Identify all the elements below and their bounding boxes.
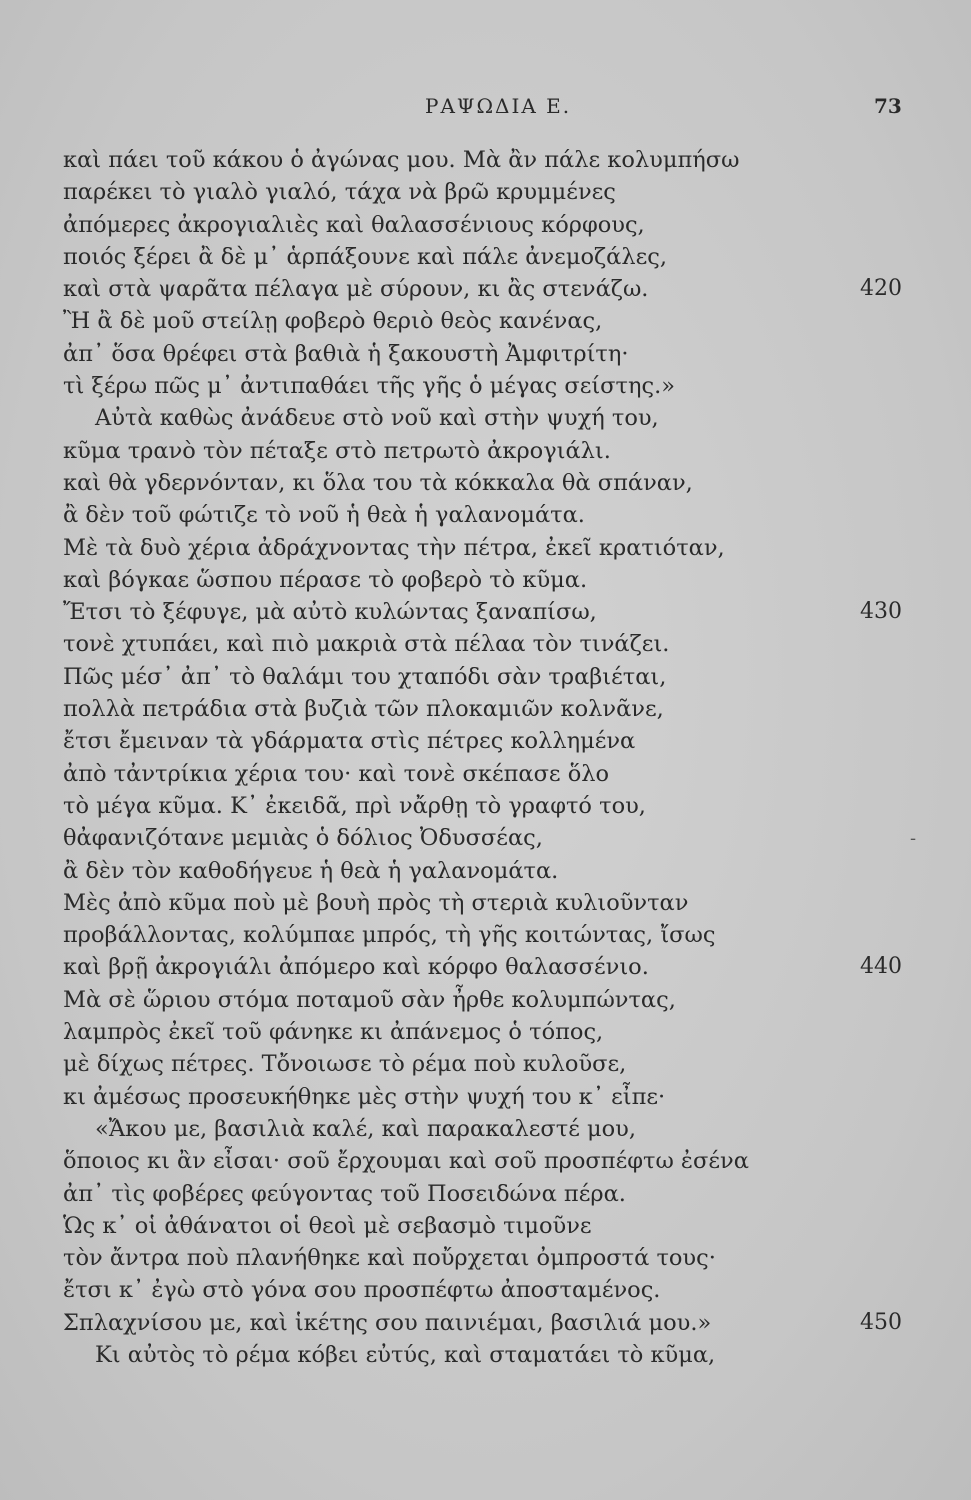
verse-line [63,1210,843,1242]
verse-text: Σπλαχνίσου με, καὶ ἱκέτης σου παινιέμαι, βασιλιά μου.» [63,1309,712,1336]
verse-text: πολλὰ πετράδια στὰ βυζιὰ τῶν πλοκαμιῶν κολνᾶνε, [63,696,664,723]
margin-mark: - [910,828,917,849]
verse-line [63,693,843,725]
verse-text: καὶ βρῇ ἀκρογιάλι ἀπόμερο καὶ κόρφο θαλασσένιο. [63,954,649,981]
verse-line [63,1307,902,1339]
verse-line [63,596,902,628]
verse-line [63,758,843,790]
line-number: 420 [860,276,902,302]
verse-text: Πῶς μέσ᾽ ἀπ᾽ τὸ θαλάμι του χταπόδι σὰν τραβιέται, [63,663,667,690]
verse-line [63,1113,843,1145]
verse-line [63,1339,843,1371]
verse-line [63,1274,843,1306]
page-number: 73 [874,94,902,118]
verse-text: Ἔτσι τὸ ξέφυγε, μὰ αὐτὸ κυλώντας ξαναπίσω, [63,599,597,626]
verse-text: Κι αὐτὸς τὸ ρέμα κόβει εὐτύς, καὶ σταματάει τὸ κῦμα, [95,1341,716,1368]
verse-text: τὸν ἄντρα ποὺ πλανήθηκε καὶ ποὔρχεται ὀμπροστά τους· [63,1245,716,1272]
verse-line [63,855,843,887]
verse-line [63,1178,843,1210]
verse-text: Μὲς ἀπὸ κῦμα ποὺ μὲ βουὴ πρὸς τὴ στεριὰ κυλιοῦνταν [63,889,689,916]
verse-line [63,1048,843,1080]
line-number: 450 [860,1309,902,1335]
verse-line [63,887,843,919]
verse-line [63,435,843,467]
verse-line [63,370,843,402]
running-header [0,94,971,130]
verse-text: μὲ δίχως πέτρες. Τὄνοιωσε τὸ ρέμα ποὺ κυλοῦσε, [63,1051,627,1078]
verse-text: τονὲ χτυπάει, καὶ πιὸ μακριὰ στὰ πέλαα τὸν τινάζει. [63,631,670,658]
verse-text: ἀπ᾽ τὶς φοβέρες φεύγοντας τοῦ Ποσειδώνα πέρα. [63,1180,626,1207]
verse-text: τὶ ξέρω πῶς μ᾽ ἀντιπαθάει τῆς γῆς ὁ μέγας σείστης.» [63,373,675,400]
verse-text: ποιός ξέρει ἂ δὲ μ᾽ ἁρπάξουνε καὶ πάλε ἀνεμοζάλες, [63,243,668,270]
verse-text: ὅποιος κι ἂν εἶσαι· σοῦ ἔρχουμαι καὶ σοῦ προσπέφτω ἐσένα [63,1148,749,1175]
verse-text: καὶ θὰ γδερνόνταν, κι ὅλα του τὰ κόκκαλα θὰ σπάναν, [63,469,693,496]
book-title: ΡΑΨΩΔΙΑ Ε. [425,94,572,118]
verse-line [63,822,843,854]
verse-text: θἀφανιζότανε μεμιὰς ὁ δόλιος Ὀδυσσέας, [63,825,543,852]
verse-line [63,1016,843,1048]
verse-line [63,1145,843,1177]
verse-text: ἂ δὲν τοῦ φώτιζε τὸ νοῦ ἡ θεὰ ἡ γαλανομάτα. [63,502,585,529]
verse-text: κι ἀμέσως προσευκήθηκε μὲς στὴν ψυχή του κ᾽ εἶπε· [63,1083,666,1110]
verse-text: Μὰ σὲ ὥριου στόμα ποταμοῦ σὰν ἦρθε κολυμπώντας, [63,986,676,1013]
verse-text: ἂ δὲν τὸν καθοδήγευε ἡ θεὰ ἡ γαλανομάτα. [63,857,559,884]
verse-text: Ἢ ἂ δὲ μοῦ στείλῃ φοβερὸ θεριὸ θεὸς κανένας, [63,308,603,335]
verse-line [63,1081,843,1113]
verse-text: λαμπρὸς ἐκεῖ τοῦ φάνηκε κι ἀπάνεμος ὁ τόπος, [63,1019,604,1046]
verse-text: ἀπὸ τἀντρίκια χέρια του· καὶ τονὲ σκέπασε ὅλο [63,760,610,787]
verse-line [63,499,843,531]
verse-line [63,273,902,305]
verse-text: προβάλλοντας, κολύμπαε μπρός, τὴ γῆς κοιτώντας, ἴσως [63,922,716,949]
verse-line [63,1242,843,1274]
verse-line [63,532,843,564]
verse-text: ἔτσι κ᾽ ἐγὼ στὸ γόνα σου προσπέφτω ἀποσταμένος. [63,1277,661,1304]
verse-text: ἀπ᾽ ὅσα θρέφει στὰ βαθιὰ ἡ ξακουστὴ Ἀμφιτρίτη· [63,340,629,367]
verse-line [63,725,843,757]
verse-line [63,564,843,596]
verse-text: τὸ μέγα κῦμα. Κ᾽ ἐκειδᾶ, πρὶ νἄρθῃ τὸ γραφτό του, [63,792,646,819]
verse-text: Ὡς κ᾽ οἱ ἀθάνατοι οἱ θεοὶ μὲ σεβασμὸ τιμοῦνε [63,1212,592,1239]
verse-line [63,176,843,208]
verse-line [63,305,843,337]
verse-line [63,402,843,434]
verse-line [63,919,843,951]
verse-line [63,790,843,822]
line-number: 440 [860,954,902,980]
verse-line [63,338,843,370]
verse-line [63,209,843,241]
verse-text: καὶ βόγκαε ὥσπου πέρασε τὸ φοβερὸ τὸ κῦμα. [63,566,588,593]
verse-line [63,467,843,499]
verse-text: κῦμα τρανὸ τὸν πέταξε στὸ πετρωτὸ ἀκρογιάλι. [63,437,611,464]
verse-text: Αὐτὰ καθὼς ἀνάδευε στὸ νοῦ καὶ στὴν ψυχή του, [95,405,659,432]
verse-line [63,241,843,273]
verse-line [63,984,843,1016]
line-number: 430 [860,599,902,625]
verse-text: «Ἄκου με, βασιλιὰ καλέ, καὶ παρακαλεστέ μου, [95,1115,637,1142]
verse-text: καὶ πάει τοῦ κάκου ὁ ἀγώνας μου. Μὰ ἂν πάλε κολυμπήσω [63,147,740,173]
verse-text: καὶ στὰ ψαρᾶτα πέλαγα μὲ σύρουν, κι ἂς στενάζω. [63,276,649,303]
verse-text: ἔτσι ἔμειναν τὰ γδάρματα στὶς πέτρες κολλημένα [63,728,636,755]
verse-text: Μὲ τὰ δυὸ χέρια ἀδράχνοντας τὴν πέτρα, ἐκεῖ κρατιόταν, [63,534,725,561]
verse-line [63,661,843,693]
verse-line [63,628,843,660]
verse-line [63,951,902,983]
verse-text: παρέκει τὸ γιαλὸ γιαλό, τάχα νὰ βρῶ κρυμμένες [63,179,616,206]
verse-text: ἀπόμερες ἀκρογιαλιὲς καὶ θαλασσένιους κόρφους, [63,211,645,238]
verse-line [63,144,843,176]
verse-block [63,144,902,1371]
